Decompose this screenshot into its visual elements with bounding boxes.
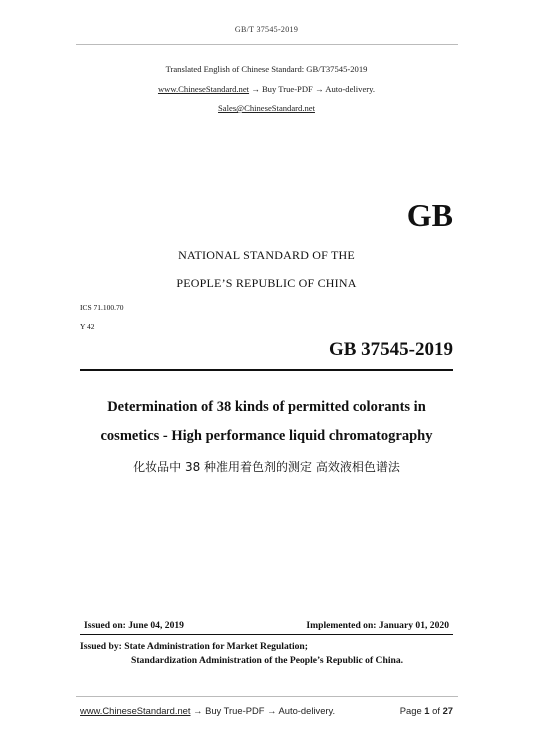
implemented-on: Implemented on: January 01, 2020 bbox=[306, 620, 449, 631]
chinesestandard-link[interactable]: www.ChineseStandard.net bbox=[157, 84, 250, 94]
page-label: Page bbox=[399, 705, 422, 716]
footer-text: → Buy True-PDF → Auto-delivery. bbox=[190, 705, 336, 716]
footer-site-link[interactable]: www.ChineseStandard.net bbox=[80, 705, 191, 716]
page-current: 1 bbox=[424, 705, 430, 716]
issue-divider bbox=[80, 634, 453, 635]
title-line-2: cosmetics - High performance liquid chromatography bbox=[100, 428, 433, 444]
footer-divider bbox=[76, 696, 458, 697]
title-line-1: Determination of 38 kinds of permitted colorants in bbox=[107, 399, 426, 415]
notice-line-1: Translated English of Chinese Standard: GB/T37545-2019 bbox=[165, 64, 368, 74]
page-total: 27 bbox=[442, 705, 453, 716]
notice-line-3 bbox=[0, 103, 533, 113]
ccs-code: Y 42 bbox=[80, 322, 95, 331]
sales-email-link[interactable]: Sales@ChineseStandard.net bbox=[218, 103, 315, 113]
ics-code: ICS 71.100.70 bbox=[80, 303, 124, 312]
gb-logo: GB bbox=[406, 197, 453, 233]
issued-by-line-2: Standardization Administration of the People’s Republic of China. bbox=[131, 655, 404, 666]
notice-line-2 bbox=[0, 84, 533, 94]
running-header: GB/T 37545-2019 bbox=[234, 25, 299, 34]
issued-by-line-1: Issued by: State Administration for Market Regulation; bbox=[80, 641, 308, 652]
header-divider bbox=[76, 44, 458, 45]
page-of: of bbox=[432, 705, 440, 716]
national-standard-line-2: PEOPLE’S REPUBLIC OF CHINA bbox=[176, 276, 357, 290]
notice-line-2-text: → Buy True-PDF → Auto-delivery. bbox=[249, 84, 376, 94]
page-indicator bbox=[400, 705, 453, 716]
standard-number: GB 37545-2019 bbox=[328, 339, 453, 360]
issued-on: Issued on: June 04, 2019 bbox=[84, 620, 184, 631]
title-divider bbox=[80, 369, 453, 371]
title-chinese: 化妆品中 38 种准用着色剂的测定 高效液相色谱法 bbox=[133, 460, 400, 474]
national-standard-line-1: NATIONAL STANDARD OF THE bbox=[178, 248, 355, 262]
footer-left bbox=[80, 705, 335, 716]
